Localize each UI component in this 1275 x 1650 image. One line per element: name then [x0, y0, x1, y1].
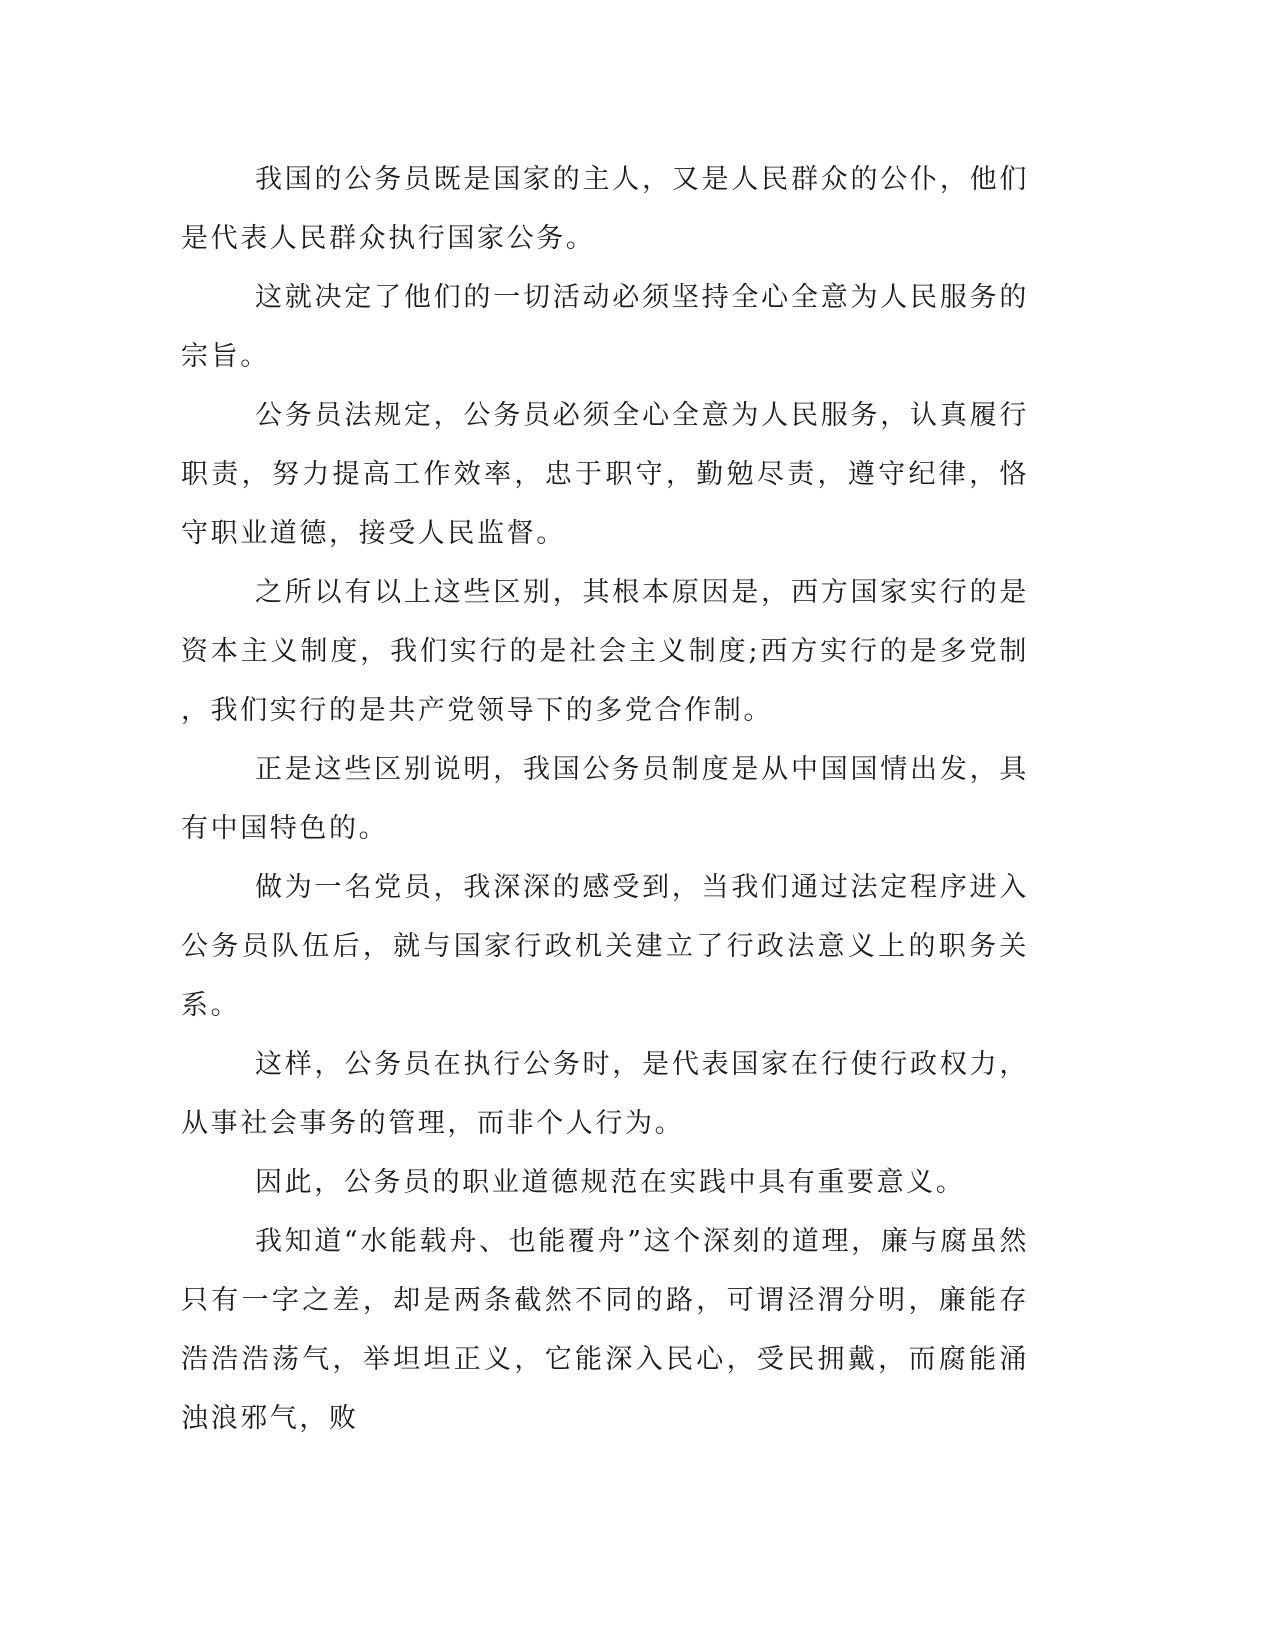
paragraph-3: 公务员法规定，公务员必须全心全意为人民服务，认真履行职责，努力提高工作效率，忠于职守，勤勉尽责，遵守纪律，恪守职业道德，接受人民监督。 [181, 400, 1029, 549]
document-body [181, 150, 1029, 1448]
paragraph-8: 因此，公务员的职业道德规范在实践中具有重要意义。 [255, 1167, 966, 1198]
paragraph-6: 做为一名党员，我深深的感受到，当我们通过法定程序进入公务员队伍后，就与国家行政机关建立了行政法意义上的职务关系。 [181, 872, 1029, 1021]
paragraph-1: 我国的公务员既是国家的主人，又是人民群众的公仆，他们是代表人民群众执行国家公务。 [181, 164, 1029, 254]
paragraph-4: 之所以有以上这些区别，其根本原因是，西方国家实行的是资本主义制度，我们实行的是社会主义制度;西方实行的是多党制，我们实行的是共产党领导下的多党合作制。 [181, 577, 1029, 726]
paragraph-5: 正是这些区别说明，我国公务员制度是从中国国情出发，具有中国特色的。 [181, 754, 1029, 844]
paragraph-7: 这样，公务员在执行公务时，是代表国家在行使行政权力，从事社会事务的管理，而非个人行为。 [181, 1049, 1029, 1139]
paragraph-9: 我知道“水能载舟、也能覆舟”这个深刻的道理，廉与腐虽然只有一字之差，却是两条截然不同的路，可谓泾渭分明，廉能存浩浩浩荡气，举坦坦正义，它能深入民心，受民拥戴，而腐能涌浊浪邪气，败 [181, 1226, 1029, 1434]
paragraph-2: 这就决定了他们的一切活动必须坚持全心全意为人民服务的宗旨。 [181, 282, 1029, 372]
